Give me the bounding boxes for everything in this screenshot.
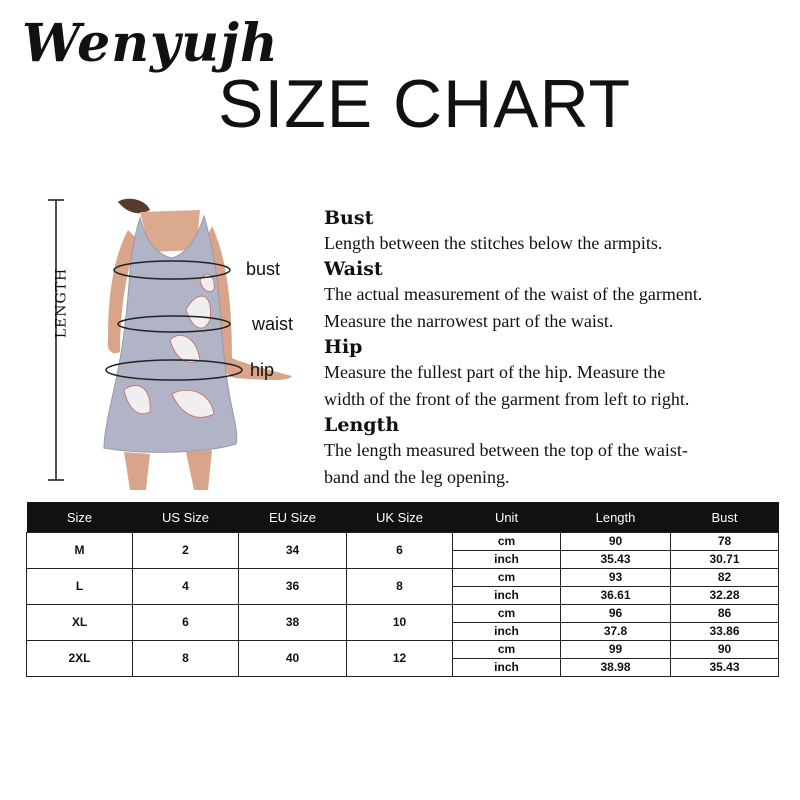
cell-bust: 86: [671, 605, 779, 623]
hair-shape: [118, 199, 150, 214]
desc-bust: [324, 206, 794, 257]
cell-unit: inch: [453, 587, 561, 605]
desc-text: Length between the stitches below the armpits.: [324, 233, 663, 253]
cell-bust: 35.43: [671, 659, 779, 677]
cell-us-size: 6: [133, 605, 239, 641]
cell-us-size: 8: [133, 641, 239, 677]
table-row: [27, 641, 779, 659]
desc-text: The actual measurement of the waist of the garment. Measure the narrowest part of the waist.: [324, 284, 703, 331]
cell-eu-size: 36: [239, 569, 347, 605]
cell-length: 35.43: [561, 551, 671, 569]
header-size: Size: [27, 502, 133, 533]
cell-length: 36.61: [561, 587, 671, 605]
desc-heading: Bust: [324, 207, 374, 229]
cell-bust: 30.71: [671, 551, 779, 569]
size-table: [26, 502, 779, 677]
page-title: SIZE CHART: [218, 66, 632, 142]
desc-text: Measure the fullest part of the hip. Measure the width of the front of the garment from left to right.: [324, 362, 690, 409]
header-unit: Unit: [453, 502, 561, 533]
desc-text: The length measured between the top of the waist- band and the leg opening.: [324, 440, 688, 487]
header-bust: Bust: [671, 502, 779, 533]
cell-unit: cm: [453, 533, 561, 551]
cell-bust: 33.86: [671, 623, 779, 641]
cell-length: 38.98: [561, 659, 671, 677]
brand-logo: Wenyujh: [22, 13, 279, 74]
desc-hip: [324, 335, 794, 413]
desc-length: [324, 413, 794, 491]
cell-unit: inch: [453, 551, 561, 569]
desc-heading: Length: [324, 414, 400, 436]
table-row: [27, 569, 779, 587]
cell-length: 37.8: [561, 623, 671, 641]
cell-length: 96: [561, 605, 671, 623]
desc-heading: Waist: [324, 258, 383, 280]
cell-us-size: 4: [133, 569, 239, 605]
header-length: Length: [561, 502, 671, 533]
cell-bust: 32.28: [671, 587, 779, 605]
cell-bust: 78: [671, 533, 779, 551]
cell-bust: 82: [671, 569, 779, 587]
cell-unit: inch: [453, 623, 561, 641]
cell-uk-size: 10: [347, 605, 453, 641]
cell-us-size: 2: [133, 533, 239, 569]
left-leg: [124, 452, 150, 490]
desc-heading: Hip: [324, 336, 363, 358]
header-uk-size: UK Size: [347, 502, 453, 533]
cell-length: 93: [561, 569, 671, 587]
header-us-size: US Size: [133, 502, 239, 533]
cell-length: 99: [561, 641, 671, 659]
bust-label: bust: [246, 259, 281, 279]
table-row: [27, 605, 779, 623]
length-label: [16, 248, 106, 358]
desc-waist: [324, 257, 794, 335]
cell-unit: inch: [453, 659, 561, 677]
header-eu-size: EU Size: [239, 502, 347, 533]
cell-size: 2XL: [27, 641, 133, 677]
cell-uk-size: 12: [347, 641, 453, 677]
table-row: [27, 533, 779, 551]
cell-size: XL: [27, 605, 133, 641]
cell-unit: cm: [453, 641, 561, 659]
cell-uk-size: 6: [347, 533, 453, 569]
table-header-row: [27, 502, 779, 533]
cell-uk-size: 8: [347, 569, 453, 605]
right-leg: [186, 450, 212, 490]
cell-eu-size: 40: [239, 641, 347, 677]
cell-eu-size: 38: [239, 605, 347, 641]
length-label-text: LENGTH: [53, 267, 69, 339]
waist-label: waist: [252, 314, 294, 334]
cell-unit: cm: [453, 569, 561, 587]
cell-size: M: [27, 533, 133, 569]
cell-length: 90: [561, 533, 671, 551]
cell-eu-size: 34: [239, 533, 347, 569]
hip-label: hip: [250, 360, 275, 380]
cell-bust: 90: [671, 641, 779, 659]
cell-unit: cm: [453, 605, 561, 623]
cell-size: L: [27, 569, 133, 605]
measurement-descriptions: [324, 206, 794, 491]
